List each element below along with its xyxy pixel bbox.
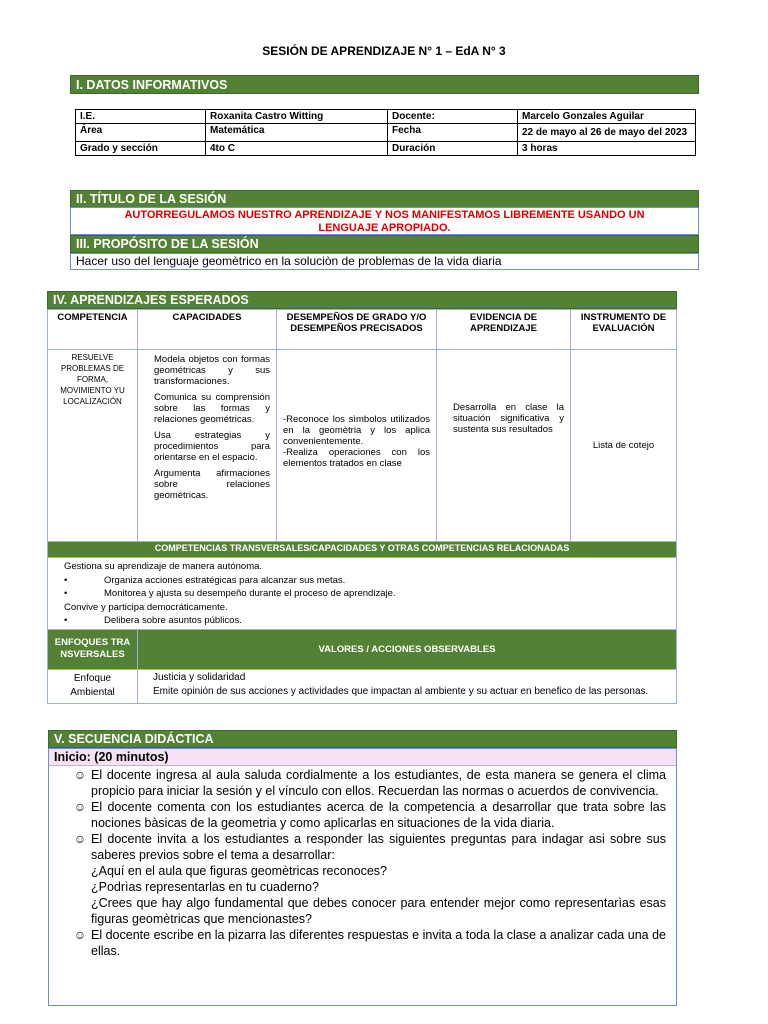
table-row xyxy=(48,542,677,558)
cell-value: Matemática xyxy=(206,124,388,142)
list-item: • Monitorea y ajusta su desempeño durante el proceso de aprendizaje. xyxy=(64,588,396,599)
checkbox-bullet-icon xyxy=(144,430,154,463)
transversal-competencia: Gestiona su aprendizaje de manera autónoma. xyxy=(64,561,263,572)
table-row xyxy=(48,350,677,542)
smiley-icon: ☺ xyxy=(73,800,87,814)
pregunta: ¿Aquí en el aula que figuras geomètricas reconoces? xyxy=(91,864,388,878)
table-header-row xyxy=(48,310,677,350)
valor-title: Justicia y solidaridad xyxy=(153,671,246,683)
table-row xyxy=(76,124,696,142)
section-secuencia-heading: V. SECUENCIA DIDÁCTICA xyxy=(48,730,677,748)
pregunta: ¿Crees que hay algo fundamental que debes conocer para entender mejor como representarìas esas figuras geomètricas que mencionastes? xyxy=(91,896,666,926)
enfoque-cell: Enfoque Ambiental xyxy=(48,669,138,703)
checkbox-bullet-icon xyxy=(144,468,154,501)
list-item: • Delibera sobre asuntos públicos. xyxy=(64,615,242,626)
list-item: Usa estrategias y procedimientos para orientarse en el espacio. xyxy=(144,430,270,463)
smiley-icon: ☺ xyxy=(73,832,87,846)
table-row xyxy=(76,142,696,156)
cell-value: 4to C xyxy=(206,142,388,156)
checkbox-bullet-icon xyxy=(144,392,154,425)
list-item: ☺ El docente ingresa al aula saluda cordialmente a los estudiantes, de esta manera se genera el clima propicio para iniciar la sesión y el vínculo con ellos. Recuerdan las normas o acuerdos de convivencia. xyxy=(69,767,666,799)
list-item: Modela objetos con formas geométricas y sus transformaciones. xyxy=(144,354,270,387)
col-evidencia: EVIDENCIA DE APRENDIZAJE xyxy=(437,310,571,350)
section-titulo-heading: II. TÍTULO DE LA SESIÓN xyxy=(70,190,699,208)
transversales-cell xyxy=(48,558,677,630)
enfoques-heading: ENFOQUES TRANSVERSALES xyxy=(48,629,138,669)
bullet-icon: • xyxy=(64,588,68,599)
list-item: Argumenta afirmaciones sobre relaciones geométricas. xyxy=(144,468,270,501)
proposito-text: Hacer uso del lenguaje geomètrico en la soluciòn de problemas de la vida diaria xyxy=(70,253,699,270)
list-item-text: El docente invita a los estudiantes a responder las siguientes preguntas para indagar asi sobre sus saberes previos sobre el tema a desarrollar: ¿Aquí en el aula que figuras geomètricas reconoces? ¿Podrìas representarlas en tu cuaderno? ¿Crees que hay algo fundamental que debes conocer para entender mejor como representarìas esas figuras geomètricas que mencionastes? xyxy=(91,832,666,926)
section-datos-heading: I. DATOS INFORMATIVOS xyxy=(70,75,699,94)
table-row xyxy=(76,110,696,124)
secuencia-box xyxy=(48,748,677,1006)
inicio-label: Inicio: (20 minutos) xyxy=(49,749,676,766)
section-aprendizajes-heading: IV. APRENDIZAJES ESPERADOS xyxy=(47,291,677,309)
session-title: AUTORREGULAMOS NUESTRO APRENDIZAJE Y NOS MANIFESTAMOS LIBREMENTE USANDO UN LENGUAJE APROPIADO. xyxy=(124,209,645,234)
page-title: SESIÓN DE APRENDIZAJE N° 1 – EdA N° 3 xyxy=(262,44,506,58)
desempenos-cell xyxy=(277,350,437,542)
datos-table xyxy=(75,109,696,156)
cell-value: Roxanita Castro Witting xyxy=(206,110,388,124)
list-item: ☺ El docente comenta con los estudiantes acerca de la competencia a desarrollar que trata sobre las nociones bàsicas de la geometria y como aplicarlas en situaciones de la vida diaria. xyxy=(69,799,666,831)
capacidades-cell xyxy=(138,350,277,542)
checkbox-bullet-icon xyxy=(144,354,154,387)
cell-value: Marcelo Gonzales Aguilar xyxy=(518,110,696,124)
aprendizajes-table xyxy=(47,309,677,704)
cell-label: Docente: xyxy=(388,110,518,124)
section-proposito-heading: III. PROPÓSITO DE LA SESIÓN xyxy=(70,235,699,253)
cell-label: Duración xyxy=(388,142,518,156)
cell-label: Grado y sección xyxy=(76,142,206,156)
pregunta: ¿Podrìas representarlas en tu cuaderno? xyxy=(91,880,319,894)
desempeno-item: -Realiza operaciones con los elementos tratados en clase xyxy=(283,447,430,469)
cell-label: I.E. xyxy=(76,110,206,124)
competencia-cell: RESUELVE PROBLEMAS DE FORMA, MOVIMIENTO YU LOCALIZACIÓN xyxy=(48,350,138,542)
smiley-icon: ☺ xyxy=(73,768,87,782)
bullet-icon: • xyxy=(64,615,68,626)
col-competencia: COMPETENCIA xyxy=(48,310,138,350)
cell-label: Área xyxy=(76,124,206,142)
table-row xyxy=(48,558,677,630)
transversales-heading: COMPETENCIAS TRANSVERSALES/CAPACIDADES Y OTRAS COMPETENCIAS RELACIONADAS xyxy=(48,542,677,558)
cell-label: Fecha xyxy=(388,124,518,142)
bullet-icon: • xyxy=(64,574,68,586)
list-item: Comunica su comprensión sobre las formas y relaciones geométricas. xyxy=(144,392,270,425)
valor-text: Emite opinión de sus acciones y actividades que impactan al ambiente y su actuar en benefico de las personas. xyxy=(153,685,649,697)
table-row xyxy=(48,629,677,669)
transversal-competencia: Convive y participa democráticamente. xyxy=(64,601,228,613)
col-desempenos: DESEMPEÑOS DE GRADO Y/O DESEMPEÑOS PRECISADOS xyxy=(277,310,437,350)
valores-cell xyxy=(138,669,677,703)
cell-value: 3 horas xyxy=(518,142,696,156)
instrumento-cell: Lista de cotejo xyxy=(571,350,677,542)
valores-heading: VALORES / ACCIONES OBSERVABLES xyxy=(138,629,677,669)
list-item: ☺ El docente escribe en la pizarra las diferentes respuestas e invita a toda la clase a analizar cada una de ellas. xyxy=(69,927,666,959)
list-item: • Organiza acciones estratégicas para alcanzar sus metas. xyxy=(64,574,346,586)
cell-value: 22 de mayo al 26 de mayo del 2023 xyxy=(518,124,696,142)
smiley-icon: ☺ xyxy=(73,928,87,942)
col-instrumento: INSTRUMENTO DE EVALUACIÓN xyxy=(571,310,677,350)
table-row xyxy=(48,669,677,703)
desempeno-item: -Reconoce los sìmbolos utilizados en la geomètria y los aplica convenientemente. xyxy=(283,414,430,447)
list-item xyxy=(69,831,666,927)
col-capacidades: CAPACIDADES xyxy=(138,310,277,350)
evidencia-cell: Desarrolla en clase la situación significativa y sustenta sus resultados xyxy=(437,350,571,542)
